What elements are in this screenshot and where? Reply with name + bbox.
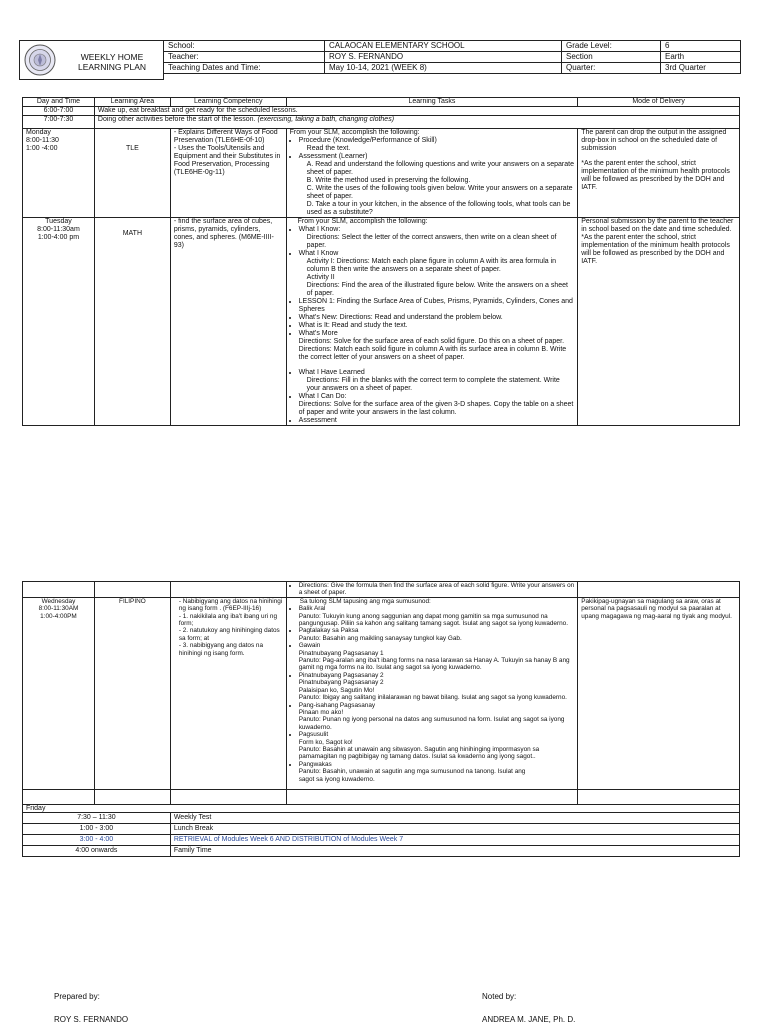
cont-tasks [286, 582, 578, 598]
tuesday-delivery-1: Personal submission by the parent to the teacher in school based on the date and time scheduled. [581, 218, 734, 233]
col-tasks: Learning Tasks [286, 98, 578, 107]
wednesday-time-pm: 1:00-4:00PM [40, 612, 77, 620]
wednesday-task-2-text: Pagtalakay sa Paksa [298, 627, 359, 635]
wednesday-time-am: 8:00-11:30AM [38, 605, 79, 613]
pre-text-2 [94, 116, 739, 129]
plan-title-line1: WEEKLY HOME [80, 52, 144, 62]
wednesday-task-4b: Palaisipan ko, Sagutin Mo! [298, 686, 375, 694]
monday-task-assessment-text: Assessment (Learner) [298, 153, 368, 160]
tuesday-delivery-2: *As the parent enter the school, strict implementation of the minimum health protocols will be followed as prescribed by the DOH and IATF. [581, 234, 730, 265]
tuesday-area: MATH [94, 218, 170, 426]
friday-activity-4: Family Time [170, 846, 739, 857]
wednesday-task-5 [299, 702, 575, 732]
wednesday-task-6b: Panuto: Basahin at unawain ang sitwasyon. Sagutin ang hinihinging impormasyon sa pamamagitan ng pagbibigay ng tamang datos. Isulat sa kwaderno ang iyong sagot.. [298, 745, 540, 761]
col-delivery: Mode of Delivery [578, 98, 740, 107]
wednesday-task-2a: Panuto: Basahin ang maikling sanaysay tungkol kay Gab. [298, 634, 462, 642]
tuesday-task-6a: Directions: Solve for the surface area of each solid figure. Do this on a sheet of paper. [298, 338, 565, 345]
cont-empty-1 [23, 582, 95, 598]
monday-day: Monday [26, 129, 51, 136]
wednesday-task-6 [299, 731, 575, 761]
pre-time-2: 7:00-7:30 [23, 116, 95, 129]
cont-empty-2 [94, 582, 170, 598]
plan-title-line2: LEARNING PLAN [77, 62, 147, 72]
wednesday-task-7a: Panuto: Basahin, unawain at sagutin ang mga sumusunod na tanong. Isulat ang [298, 768, 526, 776]
tuesday-task-2-text: What I Know [298, 250, 339, 257]
tuesday-task-1 [299, 226, 575, 250]
wednesday-task-4a: Pinatnubayang Pagsasanay 2 [298, 679, 384, 687]
cont-directions: • Directions: Give the formula then find the surface area of each solid figure. Write your answers on a sheet of paper. [299, 582, 575, 597]
tuesday-task-6-text: What's More [298, 330, 338, 337]
friday-time-4: 4:00 onwards [23, 846, 171, 857]
tuesday-task-1-text: What I Know: [298, 226, 341, 233]
wednesday-task-4c: Panuto: Ibigay ang salitang inilalarawan ng bawat bilang. Isulat ang sagot sa iyong kuwaderno. [298, 694, 567, 702]
monday-area: TLE [94, 129, 170, 218]
monday-time-am: 8:00-11:30 [26, 137, 59, 144]
monday-comp-2: - Uses the Tools/Utensils and Equipment and their Substitutes in Food Preservation, Processing (TLE6HE-0g-11) [173, 145, 281, 176]
grade-value: 6 [661, 41, 741, 52]
wednesday-task-7 [299, 761, 575, 783]
friday-row-1 [23, 813, 740, 824]
monday-row [23, 129, 740, 218]
friday-activity-1: Weekly Test [170, 813, 739, 824]
friday-day: Friday [23, 804, 740, 812]
tuesday-task-6 [299, 330, 575, 362]
pre-text-2-extra: (exercising, taking a bath, changing clothes) [257, 116, 395, 123]
pre-time-1: 6:00-7:00 [23, 107, 95, 116]
col-competency: Learning Competency [170, 98, 286, 107]
wednesday-task-5-text: Pang-isahang Pagsasanay [298, 701, 376, 709]
wednesday-comp-0: - Nabibigyang ang datos na hinihingi ng isang form . (F6EP-IIIj-16) [178, 597, 283, 613]
monday-tasks [286, 129, 578, 218]
wednesday-row [23, 597, 740, 789]
pre-row-1 [23, 107, 740, 116]
tuesday-delivery [578, 218, 740, 426]
spacer-row [23, 789, 740, 804]
spacer-1 [23, 789, 95, 804]
school-label: School: [164, 41, 325, 52]
dates-value: May 10-14, 2021 (WEEK 8) [325, 63, 562, 74]
wednesday-task-6-text: Pagsusulit [298, 731, 329, 739]
noted-name: ANDREA M. JANE, Ph. D. [482, 1015, 576, 1024]
tuesday-task-2c: Directions: Find the area of the illustrated figure below. Write the answers on a sheet of paper. [306, 282, 568, 297]
friday-row-2 [23, 824, 740, 835]
friday-row-3 [23, 835, 740, 846]
noted-label: Noted by: [482, 992, 517, 1001]
wednesday-tasks [286, 597, 578, 789]
tuesday-task-5: • What is It: Read and study the text. [299, 322, 575, 330]
wednesday-task-3 [299, 642, 575, 672]
tuesday-task-7 [299, 369, 575, 393]
tuesday-intro: From your SLM, accomplish the following: [297, 218, 428, 225]
monday-task-c: C. Write the uses of the following tools given below. Write your answers on a separate sheet of paper. [306, 185, 573, 200]
tuesday-tasks [286, 218, 578, 426]
tuesday-task-2b: Activity II [306, 274, 335, 281]
wednesday-task-3-text: Gawain [298, 642, 321, 650]
friday-time-2: 1:00 - 3:00 [23, 824, 171, 835]
tuesday-task-2a: Activity I: Directions: Match each plane figure in column A with its area formula in column B then write the answers on a separate sheet of paper. [306, 258, 557, 273]
wednesday-task-2 [299, 627, 575, 642]
wednesday-comp-2: - 2. natutukoy ang hinihinging datos sa form; at [178, 627, 280, 642]
tuesday-task-3: • LESSON 1: Finding the Surface Area of Cubes, Prisms, Pyramids, Cylinders, Cones and Spheres [299, 298, 575, 314]
tuesday-time-am: 8:00-11:30am [37, 226, 80, 233]
friday-time-1: 7:30 – 11:30 [23, 813, 171, 824]
grade-label: Grade Level: [562, 41, 661, 52]
wednesday-task-1-text: Balik Aral [298, 605, 326, 613]
col-day: Day and Time [23, 98, 95, 107]
pre-row-2 [23, 116, 740, 129]
prepared-name: ROY S. FERNANDO [54, 1015, 129, 1024]
friday-time-3: 3:00 - 4:00 [23, 835, 171, 846]
monday-task-a: A. Read and understand the following questions and write your answers on a separate sheet of paper. [306, 161, 574, 176]
monday-delivery-2: *As the parent enter the school, strict implementation of the minimum health protocols will be followed as prescribed by the DOH and IATF. [581, 160, 730, 191]
wednesday-comp-1: - 1. nakikilala ang iba't ibang uri ng form; [178, 612, 278, 628]
monday-intro: From your SLM, accomplish the following: [289, 129, 420, 136]
monday-comp-1: - Explains Different Ways of Food Preservation (TLE6HE-0f-10) [173, 129, 278, 144]
wednesday-day: Wednesday [41, 597, 76, 605]
wednesday-comp-3: - 3. nabibigyang ang datos na hinihingi ng isang form. [178, 642, 264, 657]
cont-empty-3 [170, 582, 286, 598]
deped-seal-icon [24, 44, 56, 76]
friday-row-4 [23, 846, 740, 857]
col-area: Learning Area [94, 98, 170, 107]
friday-activity-3: RETRIEVAL of Modules Week 6 AND DISTRIBUTION of Modules Week 7 [170, 835, 739, 846]
friday-label-row [23, 804, 740, 812]
tuesday-task-1a: Directions: Select the letter of the correct answers, then write on a clean sheet of paper. [306, 234, 557, 249]
dates-label: Teaching Dates and Time: [164, 63, 325, 74]
monday-day-cell [23, 129, 95, 218]
wednesday-area: FILIPINO [94, 597, 170, 789]
tuesday-task-6b: Directions: Match each solid figure in column A with its surface area in column B. Write the correct letter of your answers on a sheet of paper. [298, 346, 567, 361]
school-value: CALAOCAN ELEMENTARY SCHOOL [325, 41, 562, 52]
wednesday-task-5b: Panuto: Punan ng iyong personal na datos ang sumusunod na form. Isulat ang sagot sa iyong kuwaderno. [298, 716, 565, 731]
wednesday-day-cell [23, 597, 95, 789]
section-label: Section [562, 52, 661, 63]
wednesday-task-5a: Pinaan mo ako! [298, 708, 344, 716]
tuesday-day: Tuesday [45, 218, 72, 225]
teacher-label: Teacher: [164, 52, 325, 63]
wednesday-task-3a: Pinatnubayang Pagsasanay 1 [298, 649, 384, 657]
tuesday-row [23, 218, 740, 426]
monday-task-procedure [299, 137, 575, 153]
wednesday-intro: Sa tulong SLM tapusing ang mga sumusunod: [299, 597, 431, 605]
tuesday-day-cell [23, 218, 95, 426]
tuesday-time-pm: 1:00-4:00 pm [37, 234, 80, 241]
wednesday-task-4-text: Pinatnubayang Pagsasanay 2 [298, 671, 384, 679]
tuesday-task-2 [299, 250, 575, 298]
wednesday-task-7b: sagot sa iyong kuwaderno. [298, 775, 375, 783]
spacer-5 [578, 789, 740, 804]
tuesday-task-7-text: What I Have Learned [298, 369, 365, 376]
wednesday-task-3b: Panuto: Pag-aralan ang iba't ibang forms na nasa larawan sa Hanay A. Tukuyin sa hanay B ang gamit ng mga forms na ito. Isulat ang sagot sa iyong kuwaderno. [298, 657, 570, 672]
logo-cell [19, 40, 164, 80]
quarter-value: 3rd Quarter [661, 63, 741, 74]
column-header-row [23, 98, 740, 107]
prepared-label: Prepared by: [54, 992, 100, 1001]
plan-title [62, 52, 162, 72]
header-info-table [163, 40, 741, 74]
tuesday-competency: - find the surface area of cubes, prisms, pyramids, cylinders, cones, and spheres. (M6ME-IIII-93) [170, 218, 286, 426]
monday-delivery-1: The parent can drop the output in the assigned drop-box in school on the scheduled date of submission [581, 129, 727, 152]
quarter-label: Quarter: [562, 63, 661, 74]
monday-task-b: B. Write the method used in preserving the following. [306, 177, 471, 184]
pre-text-1: Wake up, eat breakfast and get ready for the scheduled lessons. [94, 107, 739, 116]
monday-competency [170, 129, 286, 218]
tuesday-task-8-text: What I Can Do: [298, 393, 347, 400]
section-value: Earth [661, 52, 741, 63]
weekly-plan-table-continued [22, 581, 740, 857]
tuesday-task-4: • What's New: Directions: Read and understand the problem below. [299, 314, 575, 322]
wednesday-task-1 [299, 605, 575, 627]
monday-delivery [578, 129, 740, 218]
tuesday-task-9: • Assessment [299, 417, 575, 425]
monday-task-procedure-text: Procedure (Knowledge/Performance of Skill) [298, 137, 437, 144]
wednesday-task-6a: Form ko, Sagot ko! [298, 738, 353, 746]
weekly-plan-table [22, 97, 740, 426]
wednesday-delivery: Pakikipag-ugnayan sa magulang sa araw, oras at personal na pagsasauli ng modyul sa paaralan at upang magagawa ng mag-aaral ng tiyak ang modyul. [578, 597, 740, 789]
tuesday-task-7a: Directions: Fill in the blanks with the correct term to complete the statement. Write your answers on a sheet of paper. [306, 377, 560, 392]
tuesday-task-8a: Directions: Solve for the surface area of the given 3-D shapes. Copy the table on a sheet of paper and write your answers in the last column. [298, 401, 574, 416]
tuesday-task-8 [299, 393, 575, 417]
cont-empty-4 [578, 582, 740, 598]
wednesday-task-4 [299, 672, 575, 702]
spacer-3 [170, 789, 286, 804]
spacer-2 [94, 789, 170, 804]
continued-row [23, 582, 740, 598]
monday-task-assessment [299, 153, 575, 217]
wednesday-task-7-text: Pangwakas [298, 760, 332, 768]
teacher-value: ROY S. FERNANDO [325, 52, 562, 63]
monday-time-pm: 1:00 -4:00 [26, 145, 58, 152]
monday-task-read: Read the text. [306, 145, 351, 152]
spacer-4 [286, 789, 578, 804]
wednesday-competency [170, 597, 286, 789]
pre-text-2-main: Doing other activities before the start of the lesson. [97, 116, 256, 123]
wednesday-task-1a: Panuto: Tukuyin kung anong saggunian ang dapat mong gamitin sa mga sumusunod na pangungusap. Piliin sa kahon ang salitang tamang sagot. Isulat ang sagot sa iyong kuwaderno. [298, 612, 568, 628]
monday-task-d: D. Take a tour in your kitchen, in the absence of the following tools, what tools can be used as a substitute? [306, 201, 571, 216]
friday-activity-2: Lunch Break [170, 824, 739, 835]
